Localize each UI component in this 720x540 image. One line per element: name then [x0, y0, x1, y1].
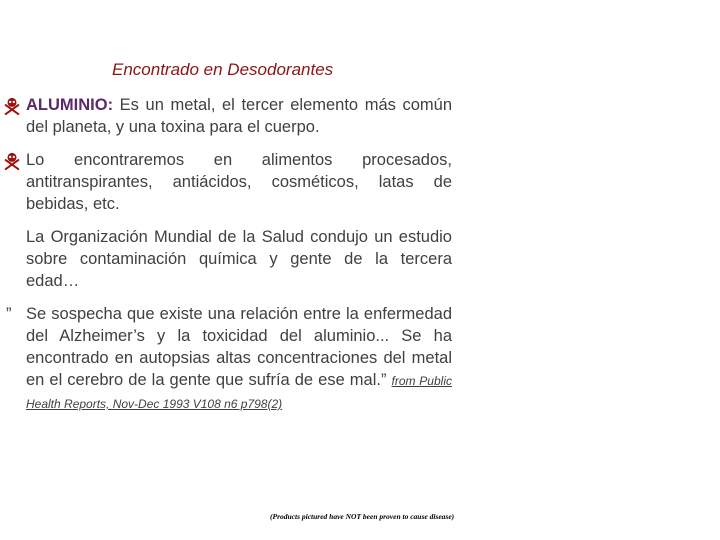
quote-open-mark: ” [6, 305, 12, 323]
bullet-aluminio [26, 94, 452, 138]
skull-crossbones-icon [3, 97, 21, 115]
citation: from Public Health Reports, Nov-Dec 1993 V108 n6 p798(2) [26, 374, 452, 411]
bullet-text: Es un metal, el tercer elemento más común del planeta, y una toxina para el cuerpo. [26, 96, 452, 136]
quote-text: Se sospecha que existe una relación entre la enfermedad del Alzheimer’s y la toxicidad del aluminio... Se ha encontrado en autopsias altas concentraciones del metal en el cerebro de la gente que sufría de ese mal.” [26, 305, 452, 389]
bullet-text: Lo encontraremos en alimentos procesados, antitranspirantes, antiácidos, cosméticos, latas de bebidas, etc. [26, 151, 452, 213]
slide-title: Encontrado en Desodorantes [112, 60, 334, 79]
skull-crossbones-icon [3, 152, 21, 170]
footnote: (Products pictured have NOT been proven to cause disease) [270, 512, 455, 521]
bullet-productos [26, 149, 452, 215]
aluminio-label: ALUMINIO: [26, 96, 114, 114]
oms-paragraph: La Organización Mundial de la Salud condujo un estudio sobre contaminación química y gente de la tercera edad… [26, 228, 452, 290]
quote-block [6, 303, 452, 415]
